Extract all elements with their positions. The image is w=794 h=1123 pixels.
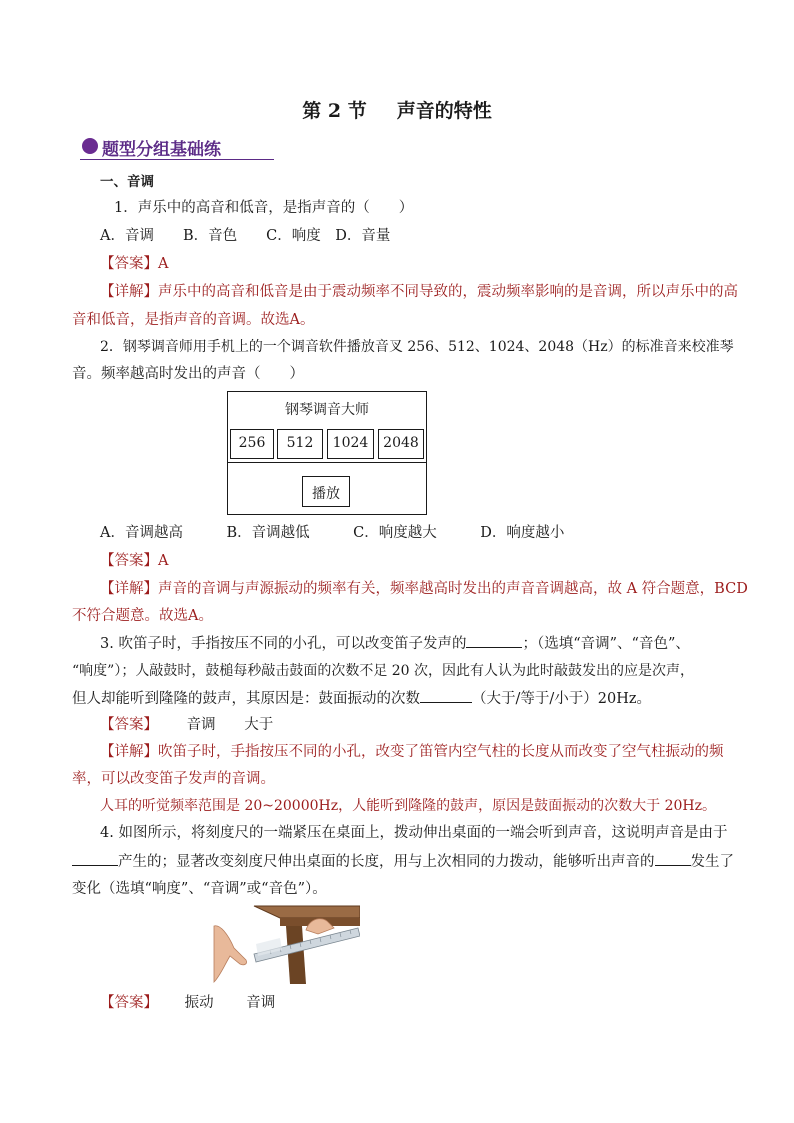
fill-blank	[72, 851, 118, 866]
title-name: 声音的特性	[396, 100, 492, 122]
play-button[interactable]: 播放	[302, 476, 350, 507]
table-leg	[286, 926, 306, 984]
q2-stem-line1: 2．钢琴调音师用手机上的一个调音软件播放音叉 256、512、1024、2048（Hz）的标准音来校准琴	[100, 339, 734, 355]
part-heading: 一、音调	[100, 174, 154, 190]
tuner-app-title: 钢琴调音大师	[285, 402, 369, 418]
q3-line3: 但人却能听到隆隆的鼓声，其原因是：鼓面振动的次数 （大于/等于/小于）20Hz。	[72, 688, 651, 709]
section-heading-text: 题型分组基础练	[102, 140, 221, 160]
answer-value: 振动	[184, 995, 214, 1011]
detail-tag: 【详解】	[100, 744, 158, 760]
fill-blank	[466, 633, 522, 648]
table-top	[254, 906, 360, 918]
q4-answer	[100, 993, 275, 1013]
page-title	[0, 96, 794, 123]
section-heading	[80, 135, 274, 160]
q1-options: A．音调 B．音色 C．响度 D．音量	[100, 228, 391, 244]
q3-line2: “响度”）；人敲鼓时，鼓槌每秒敲击鼓面的次数不足 20 次，因此有人认为此时敲鼓发出的应是次声，	[72, 663, 695, 679]
answer-tag: 【答案】	[100, 995, 158, 1011]
freq-button[interactable]: 256	[230, 429, 274, 459]
q3-answer	[100, 715, 273, 735]
q3-detail-line2: 率，可以改变笛子发声的音调。	[72, 771, 275, 787]
q1-answer	[100, 254, 168, 274]
answer-tag: 【答案】	[100, 256, 158, 272]
answer-value: A	[158, 553, 169, 569]
answer-value: A	[158, 256, 169, 272]
answer-tag: 【答案】	[100, 717, 158, 733]
answer-value: 音调	[186, 717, 216, 733]
q2-stem-line2: 音。频率越高时发出的声音（ ）	[72, 366, 304, 382]
fill-blank	[655, 851, 691, 866]
tuner-button-row	[228, 424, 426, 463]
q1-detail-line1: 【详解】声乐中的高音和低音是由于震动频率不同导致的，震动频率影响的是音调，所以声乐中的高	[100, 284, 738, 300]
answer-value: 音调	[246, 995, 276, 1011]
tuner-app-header	[228, 392, 426, 425]
ruler-table-figure	[210, 904, 360, 986]
detail-tag: 【详解】	[100, 581, 158, 597]
q4-line3: 变化（选填“响度”、“音调”或“音色”）。	[72, 881, 327, 897]
q3-line1: 3. 吹笛子时，手指按压不同的小孔，可以改变笛子发声的 ；（选填“音调”、“音色”、	[100, 633, 690, 654]
freq-button[interactable]: 2048	[378, 429, 424, 459]
q1-stem: 1．声乐中的高音和低音，是指声音的（ ）	[114, 200, 414, 216]
q2-options: A．音调越高 B．音调越低 C．响度越大 D．响度越小	[100, 525, 565, 541]
bullet-dot-icon	[82, 138, 98, 154]
q4-line2: 产生的；显著改变刻度尺伸出桌面的长度，用与上次相同的力拨动，能够听出声音的 发生了	[72, 851, 734, 872]
q1-detail-line2: 音和低音，是指声音的音调。故选A。	[72, 312, 315, 328]
freq-button[interactable]: 512	[277, 429, 323, 459]
freq-button[interactable]: 1024	[327, 429, 374, 459]
q2-answer	[100, 551, 168, 571]
q2-detail-line1: 【详解】声音的音调与声源振动的频率有关，频率越高时发出的声音音调越高，故 A 符合题意，BCD	[100, 581, 748, 597]
answer-value: 大于	[244, 717, 274, 733]
answer-tag: 【答案】	[100, 553, 158, 569]
q3-detail-line3: 人耳的听觉频率范围是 20~20000Hz，人能听到隆隆的鼓声，原因是鼓面振动的次数大于 20Hz。	[100, 798, 716, 814]
tuner-app-figure	[227, 391, 427, 515]
q2-detail-line2: 不符合题意。故选A。	[72, 608, 213, 624]
detail-tag: 【详解】	[100, 284, 158, 300]
title-section: 第 2 节	[302, 100, 367, 122]
plucking-hand	[214, 926, 247, 982]
q4-line1: 4. 如图所示，将刻度尺的一端紧压在桌面上，拨动伸出桌面的一端会听到声音，这说明声音是由于	[100, 825, 728, 841]
fill-blank	[420, 688, 472, 703]
q3-detail-line1: 【详解】吹笛子时，手指按压不同的小孔，改变了笛管内空气柱的长度从而改变了空气柱振动的频	[100, 744, 724, 760]
